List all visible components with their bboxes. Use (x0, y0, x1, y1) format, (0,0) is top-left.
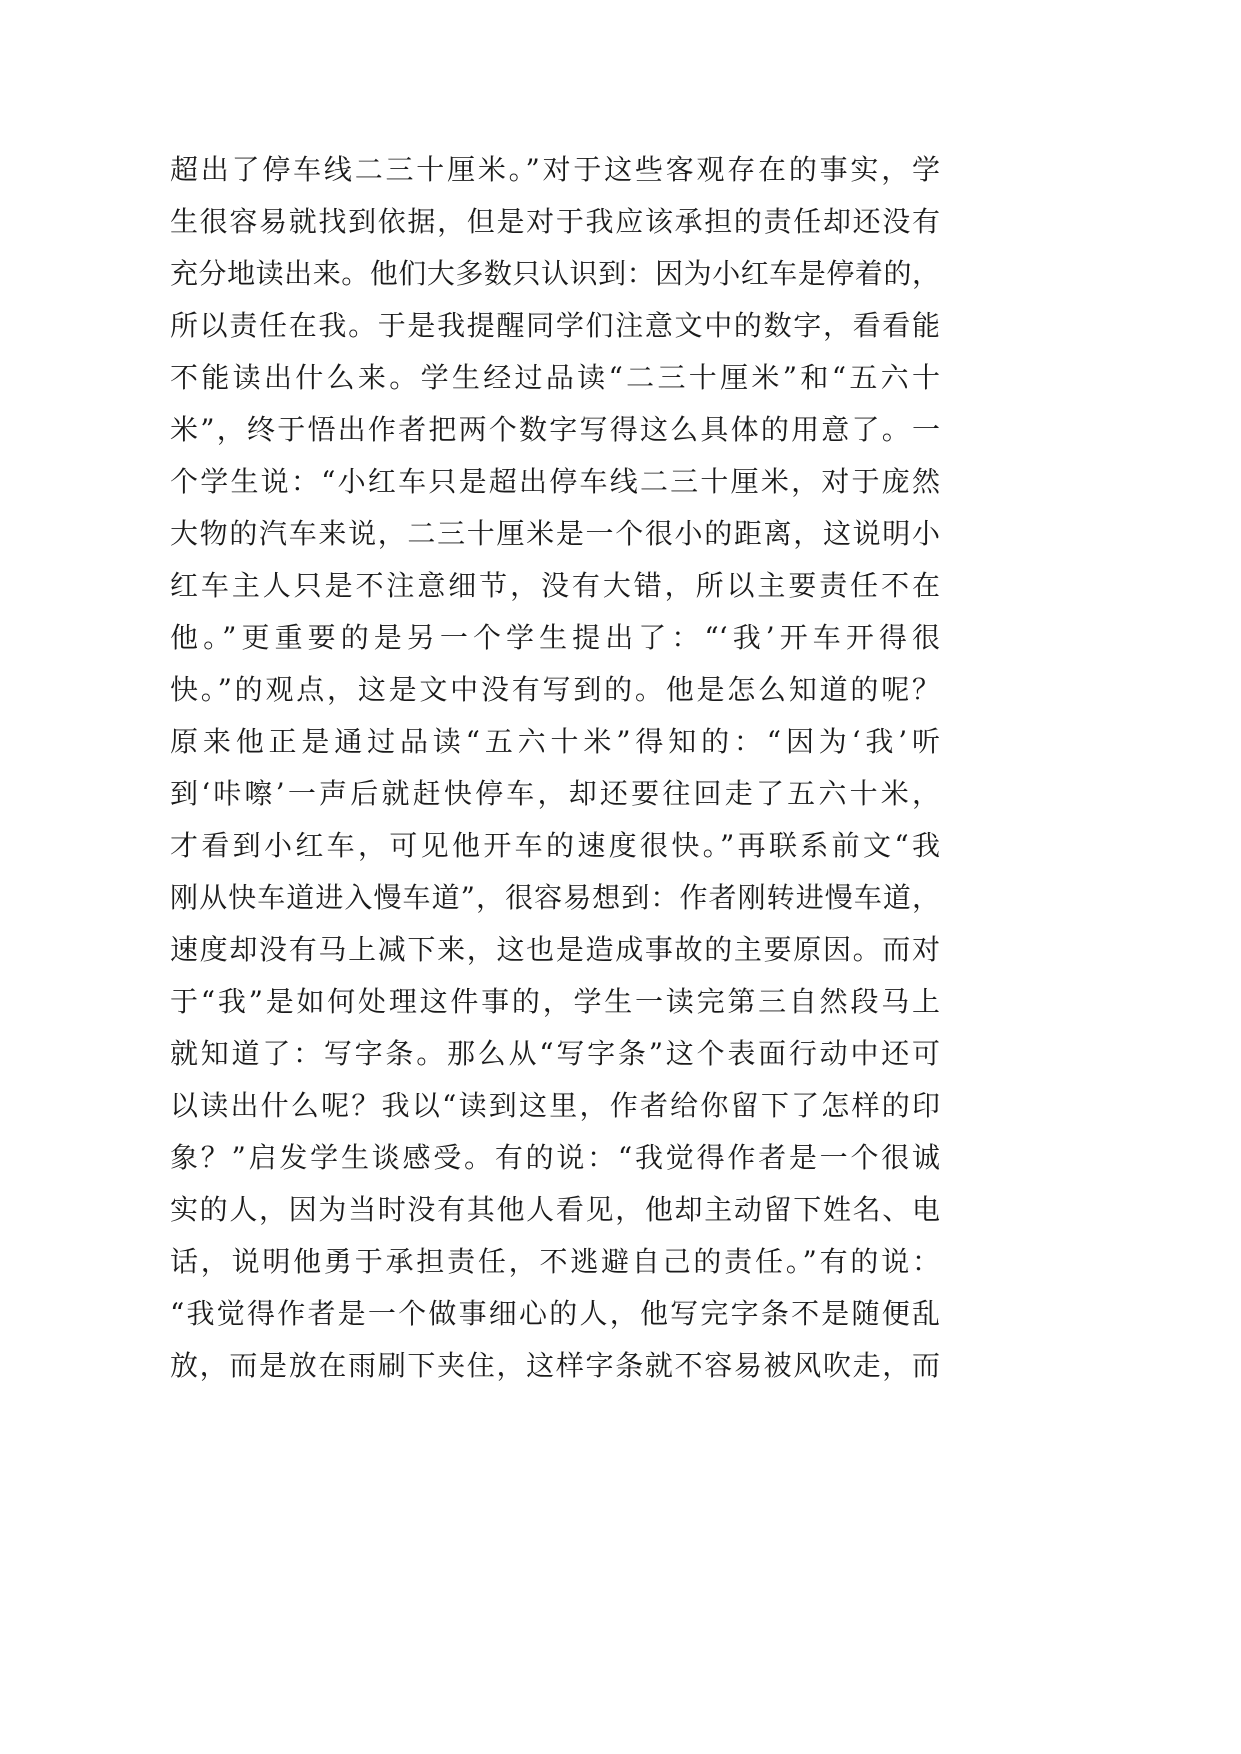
text-line: 速度却没有马上减下来，这也是造成事故的主要原因。而对 (170, 933, 940, 966)
text-line: 于“我”是如何处理这件事的，学生一读完第三自然段马上 (170, 985, 940, 1018)
text-line: 实的人，因为当时没有其他人看见，他却主动留下姓名、电 (170, 1193, 940, 1226)
text-line: 放，而是放在雨刷下夹住，这样字条就不容易被风吹走，而 (170, 1349, 940, 1382)
text-line: 快。”的观点，这是文中没有写到的。他是怎么知道的呢？ (170, 673, 940, 706)
body-text (170, 144, 940, 1392)
text-line: 就知道了：写字条。那么从“写字条”这个表面行动中还可 (170, 1037, 940, 1070)
text-line: 以读出什么呢？我以“读到这里，作者给你留下了怎样的印 (170, 1089, 940, 1122)
text-line: 不能读出什么来。学生经过品读“二三十厘米”和“五六十 (170, 361, 940, 394)
text-line: 充分地读出来。他们大多数只认识到：因为小红车是停着的， (170, 257, 940, 290)
text-line: 红车主人只是不注意细节，没有大错，所以主要责任不在 (170, 569, 940, 602)
text-line: 话，说明他勇于承担责任，不逃避自己的责任。”有的说： (170, 1245, 940, 1278)
text-line: 才看到小红车，可见他开车的速度很快。”再联系前文“我 (170, 829, 940, 862)
text-line: 到‘咔嚓’一声后就赶快停车，却还要往回走了五六十米， (170, 777, 940, 810)
text-line: “我觉得作者是一个做事细心的人，他写完字条不是随便乱 (170, 1297, 940, 1330)
text-line: 象？”启发学生谈感受。有的说：“我觉得作者是一个很诚 (170, 1141, 940, 1174)
text-line: 超出了停车线二三十厘米。”对于这些客观存在的事实，学 (170, 153, 940, 186)
text-line: 个学生说：“小红车只是超出停车线二三十厘米，对于庞然 (170, 465, 940, 498)
text-line: 原来他正是通过品读“五六十米”得知的：“因为‘我’听 (170, 725, 940, 758)
text-line: 米”，终于悟出作者把两个数字写得这么具体的用意了。一 (170, 413, 940, 446)
text-line: 生很容易就找到依据，但是对于我应该承担的责任却还没有 (170, 205, 940, 238)
text-line: 刚从快车道进入慢车道”，很容易想到：作者刚转进慢车道， (170, 881, 940, 914)
text-line: 所以责任在我。于是我提醒同学们注意文中的数字，看看能 (170, 309, 940, 342)
text-line: 大物的汽车来说，二三十厘米是一个很小的距离，这说明小 (170, 517, 940, 550)
text-line: 他。”更重要的是另一个学生提出了：“‘我’开车开得很 (170, 621, 940, 654)
